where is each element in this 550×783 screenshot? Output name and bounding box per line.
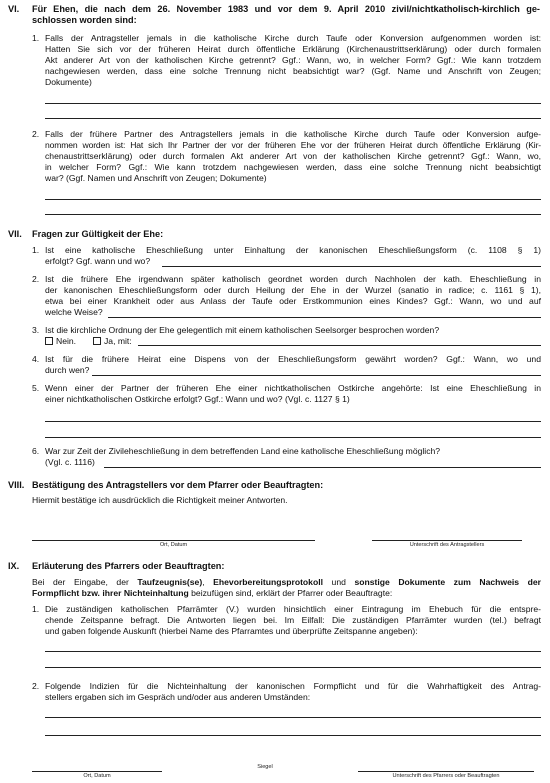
section-7-q4-number: 4. bbox=[32, 354, 40, 364]
section-6-q2-line-2: nommen worden ist: Hat sich Ihr Partner der vor der früheren Ehe vor der früheren Heirat durch öffentliche Erklärung (Kir- bbox=[45, 140, 541, 150]
section-6-title-line-1: Für Ehen, die nach dem 26. November 1983 und vor dem 9. April 2010 zivil/nichtkatholisch-kirchlich ge- bbox=[32, 4, 540, 14]
section-7-q5-answer-line-1[interactable] bbox=[45, 421, 541, 422]
section-9-signature-caption: Unterschrift des Pfarrers oder Beauftragten bbox=[392, 773, 500, 779]
section-6-q1-answer-line-2[interactable] bbox=[45, 118, 541, 119]
section-6-q2-line-1: Falls der frühere Partner des Antragstellers jemals in die katholische Kirche durch Taufe oder Konversion aufge- bbox=[45, 129, 541, 139]
section-7-q1-number: 1. bbox=[32, 245, 40, 255]
section-9-q2-answer-line-1[interactable] bbox=[45, 717, 541, 718]
section-6-q2-answer-line-1[interactable] bbox=[45, 199, 541, 200]
section-8-signature-line[interactable] bbox=[372, 540, 522, 541]
section-7-q6-number: 6. bbox=[32, 446, 40, 456]
section-7-q3-option-ja[interactable]: Ja, mit: bbox=[93, 336, 132, 347]
section-6-q1-line-3: Akt anderer Art von der katholischen Kirche getrennt? Ggf.: Wann, wo, in welcher Form? Ggf.: Wie kann trotzdem bbox=[45, 55, 541, 65]
section-6-number: VI. bbox=[8, 4, 20, 14]
section-9-q1-line-2: chende Zeitspanne befragt. Die Antworten liegen bei. Im Eilfall: Die zuständigen Pfarrämter wurden (tel.) befragt bbox=[45, 615, 541, 625]
section-9-intro-line-1: Bei der Eingabe, der Taufzeugnis(se), Ehevorbereitungsprotokoll und sonstige Dokumente zum Nachweis der bbox=[32, 577, 541, 587]
section-9-q2-line-1: Folgende Indizien für die Nichteinhaltung der kanonischen Formpflicht und für die Wahrhaftigkeit des Antrag- bbox=[45, 681, 541, 691]
section-9-place-date-line[interactable] bbox=[32, 771, 162, 772]
section-9-q2-number: 2. bbox=[32, 681, 40, 691]
section-6-q1-line-2: Hatten Sie sich vor der früheren Heirat durch öffentliche Erklärung (Kirchenaustrittserklärung) oder durch formalen bbox=[45, 44, 541, 54]
section-7-title: Fragen zur Gültigkeit der Ehe: bbox=[32, 229, 164, 239]
section-7-q2-line-4: welche Weise? bbox=[45, 307, 103, 317]
checkbox-ja[interactable] bbox=[93, 337, 101, 345]
section-8-title: Bestätigung des Antragstellers vor dem Pfarrer oder Beauftragten: bbox=[32, 480, 324, 490]
section-6-q1-answer-line-1[interactable] bbox=[45, 103, 541, 104]
section-6-q1-line-1: Falls der Antragsteller jemals in die katholische Kirche durch Taufe oder Konversion aufgenommen worden ist: bbox=[45, 33, 541, 43]
section-7-q4-line-1: Ist für die frühere Heirat eine Dispens von der Eheschließungsform gewährt worden? Ggf.: Wann, wo und bbox=[45, 354, 541, 364]
section-7-q5-line-1: Wenn einer der Partner der früheren Ehe einer nichtkatholischen Ostkirche angehörte: Ist eine Eheschließung in bbox=[45, 383, 541, 393]
section-7-q5-answer-line-2[interactable] bbox=[45, 437, 541, 438]
section-9-q1-number: 1. bbox=[32, 604, 40, 614]
section-7-q1-line-1: Ist eine katholische Eheschließung unter Einhaltung der kanonischen Eheschließungsform (c. 1108 § 1) bbox=[45, 245, 541, 255]
section-7-q4-answer-line[interactable] bbox=[92, 375, 541, 376]
section-9-q1-line-1: Die zuständigen katholischen Pfarrämter (V.) wurden hinsichtlich einer Eintragung im Ehebuch für die entspre- bbox=[45, 604, 541, 614]
section-6-q1-number: 1. bbox=[32, 33, 40, 43]
section-9-number: IX. bbox=[8, 561, 20, 571]
section-9-q1-line-3: und gaben folgende Auskunft (hierbei Name des Pfarramtes und überprüfte Zeitspanne angeben): bbox=[45, 626, 418, 636]
section-9-signature-line[interactable] bbox=[358, 771, 534, 772]
section-7-q2-line-1: Ist die frühere Ehe irgendwann später katholisch geordnet worden durch Nachholen der kath. Eheschließung in bbox=[45, 274, 541, 284]
section-7-q3-option-nein[interactable]: Nein. bbox=[45, 336, 76, 347]
section-7-q3-number: 3. bbox=[32, 325, 40, 335]
section-6-q2-line-5: war? (Ggf. Namen und Anschrift von Zeugen; Dokumente) bbox=[45, 173, 267, 183]
section-7-number: VII. bbox=[8, 229, 22, 239]
section-7-q2-answer-line[interactable] bbox=[108, 317, 541, 318]
section-8-number: VIII. bbox=[8, 480, 25, 490]
section-7-q2-line-2: der kanonischen Eheschließungsform oder durch Heilung der Ehe in der Wurzel (sanatio in radice; c. 1161 § 1), bbox=[45, 285, 541, 295]
section-7-q1-line-2: erfolgt? Ggf. wann und wo? bbox=[45, 256, 151, 266]
section-7-q2-number: 2. bbox=[32, 274, 40, 284]
section-7-q6-answer-line[interactable] bbox=[104, 467, 541, 468]
section-9-intro-line-2: Formpflicht bzw. ihrer Nichteinhaltung beizufügen sind, erklärt der Pfarrer oder Beauftragte: bbox=[32, 588, 393, 598]
section-6-q2-answer-line-2[interactable] bbox=[45, 214, 541, 215]
section-9-place-date-caption: Ort, Datum bbox=[83, 773, 111, 779]
checkbox-nein[interactable] bbox=[45, 337, 53, 345]
section-6-q1-line-4: nachgewiesen werden, dass eine solche Trennung nicht beabsichtigt war? (Ggf. Name und Anschrift von Zeugen; bbox=[45, 66, 541, 76]
section-8-place-date-line[interactable] bbox=[32, 540, 315, 541]
section-6-q2-line-3: chenaustrittserklärung) oder durch formalen Akt anderer Art von der katholischen Kirche getrennt? Ggf.: Wann, wo, bbox=[45, 151, 541, 161]
section-7-q2-line-3: etwa bei einer Krankheit oder aus Anlass der Taufe oder Erstkommunion eines Kindes? Ggf.: Wann, wo und auf bbox=[45, 296, 541, 306]
section-7-q3-answer-line[interactable] bbox=[138, 345, 541, 346]
section-7-q3-line-1: Ist die kirchliche Ordnung der Ehe gelegentlich mit einem katholischen Seelsorger besprochen worden? bbox=[45, 325, 440, 335]
section-9-title: Erläuterung des Pfarrers oder Beauftragten: bbox=[32, 561, 225, 571]
section-6-title-line-2: schlossen worden sind: bbox=[32, 15, 137, 25]
section-9-q1-answer-line-2[interactable] bbox=[45, 667, 541, 668]
section-7-q6-line-1: War zur Zeit der Zivileheschließung in dem betreffenden Land eine katholische Eheschließung möglich? bbox=[45, 446, 441, 456]
section-7-q4-line-2: durch wen? bbox=[45, 365, 90, 375]
section-6-q1-line-5: Dokumente) bbox=[45, 77, 92, 87]
section-7-q5-number: 5. bbox=[32, 383, 40, 393]
section-7-q5-line-2: einer nichtkatholischen Ostkirche erfolgt? Ggf.: Wann und wo? (Vgl. c. 1127 § 1) bbox=[45, 394, 350, 404]
section-6-q2-line-4: in welcher Form? Ggf.: Wie kann trotzdem nachgewiesen werden, dass eine solche Trennung nicht beabsichtigt bbox=[45, 162, 541, 172]
section-9-seal-caption: Siegel bbox=[257, 764, 273, 770]
section-9-q2-line-2: stellers ergaben sich im Gespräch und/oder aus anderen Umständen: bbox=[45, 692, 311, 702]
section-8-signature-caption: Unterschrift des Antragstellers bbox=[409, 542, 485, 548]
section-6-q2-number: 2. bbox=[32, 129, 40, 139]
section-8-confirmation-text: Hiermit bestätige ich ausdrücklich die Richtigkeit meiner Antworten. bbox=[32, 495, 288, 505]
section-9-q1-answer-line-1[interactable] bbox=[45, 651, 541, 652]
section-8-place-date-caption: Ort, Datum bbox=[159, 542, 188, 548]
section-7-q6-line-2: (Vgl. c. 1116) bbox=[45, 457, 95, 467]
section-9-q2-answer-line-2[interactable] bbox=[45, 735, 541, 736]
section-7-q1-answer-line[interactable] bbox=[162, 266, 541, 267]
